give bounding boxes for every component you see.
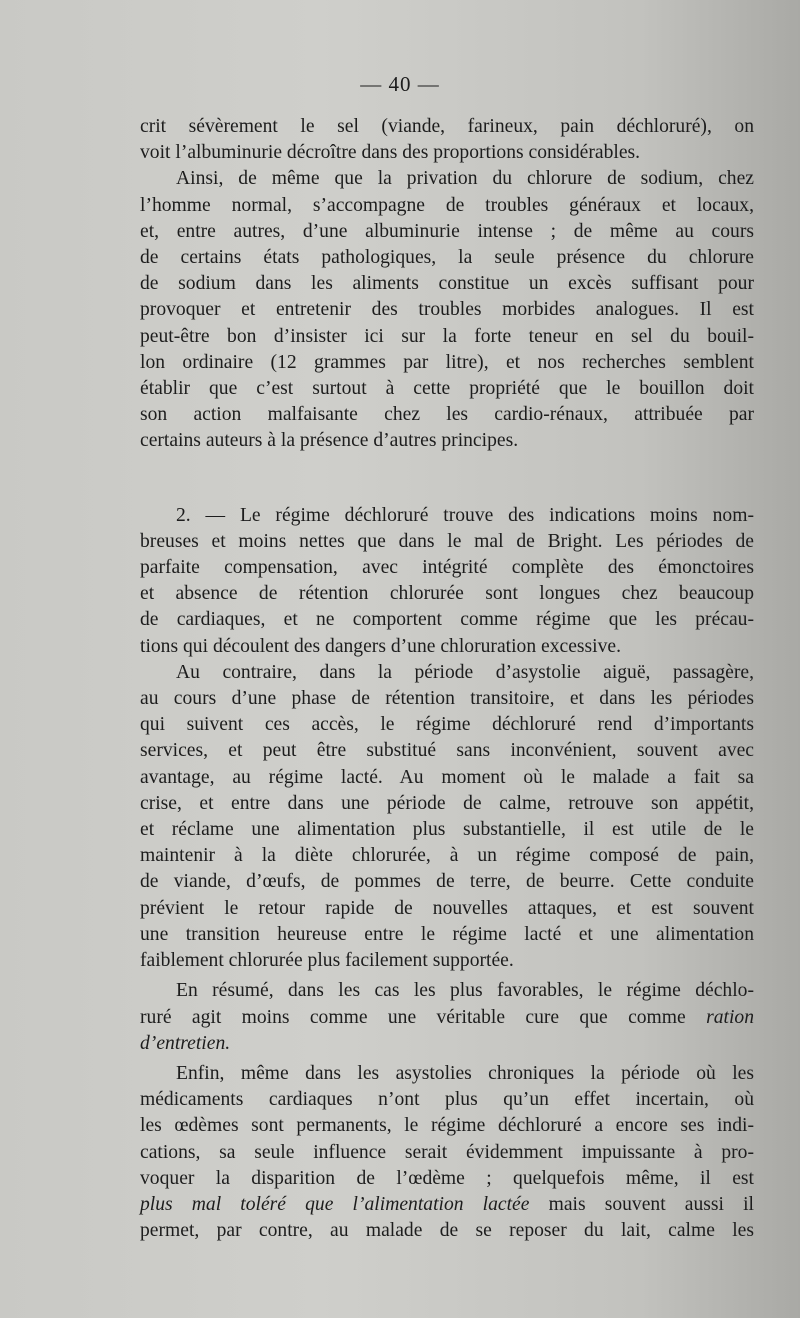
text-line: de certains états pathologiques, la seule présence du chlorure	[140, 247, 754, 269]
text-line: services, et peut être substitué sans inconvénient, souvent avec	[140, 740, 754, 762]
text-line: parfaite compensation, avec intégrité complète des émonctoires	[140, 557, 754, 579]
paragraph	[140, 166, 754, 454]
paragraph	[140, 503, 754, 660]
text-line: voit l’albuminurie décroître dans des proportions considérables.	[140, 142, 641, 164]
body-text	[140, 114, 754, 1244]
text-line: crit sévèrement le sel (viande, farineux, pain déchloruré), on	[140, 116, 754, 137]
text-line: et, entre autres, d’une albuminurie intense ; de même au cours	[140, 220, 754, 242]
text-line: voquer la disparition de l’œdème ; quelquefois même, il est	[140, 1167, 754, 1189]
text-line: qui suivent ces accès, le régime déchloruré rend d’importants	[140, 714, 754, 736]
text-line: En résumé, dans les cas les plus favorables, le régime déchlo-	[176, 980, 754, 1002]
paragraph	[140, 114, 754, 166]
text-line: tions qui découlent des dangers d’une chloruration excessive.	[140, 635, 621, 657]
text-line: Ainsi, de même que la privation du chlorure de sodium, chez	[176, 168, 754, 190]
text-line: crise, et entre dans une période de calme, retrouve son appétit,	[140, 792, 754, 814]
paragraph	[140, 1061, 754, 1244]
italic-text: plus mal toléré que l’alimentation lactée	[140, 1193, 530, 1215]
page-number: — 40 —	[360, 72, 440, 96]
text-line: permet, par contre, au malade de se reposer du lait, calme les	[140, 1220, 754, 1242]
text-run: mais souvent aussi il	[548, 1193, 754, 1215]
text-line: Au contraire, dans la période d’asystolie aiguë, passagère,	[176, 661, 754, 683]
section-gap	[140, 455, 754, 503]
text-line	[140, 1192, 754, 1218]
text-line: certains auteurs à la présence d’autres principes.	[140, 430, 519, 452]
text-line: et réclame une alimentation plus substantielle, il est utile de le	[140, 819, 754, 841]
text-line: Enfin, même dans les asystolies chroniques la période où les	[176, 1062, 754, 1084]
text-line: lon ordinaire (12 grammes par litre), et nos recherches semblent	[140, 351, 754, 373]
italic-text: ration	[706, 1006, 754, 1028]
text-line: maintenir à la diète chlorurée, à un régime composé de pain,	[140, 845, 754, 867]
text-line	[140, 1005, 754, 1031]
text-line: une transition heureuse entre le régime lacté et une alimentation	[140, 923, 754, 945]
text-line: peut-être bon d’insister ici sur la forte teneur en sel du bouil-	[140, 325, 754, 347]
text-line: son action malfaisante chez les cardio-rénaux, attribuée par	[140, 404, 754, 426]
text-line: de sodium dans les aliments constitue un excès suffisant pour	[140, 273, 754, 295]
text-line: au cours d’une phase de rétention transitoire, et dans les périodes	[140, 688, 754, 710]
text-line: établir que c’est surtout à cette propriété que le bouillon doit	[140, 378, 754, 400]
text-line: 2. — Le régime déchloruré trouve des indications moins nom-	[176, 504, 754, 526]
text-line: médicaments cardiaques n’ont plus qu’un effet incertain, où	[140, 1089, 754, 1111]
text-line: breuses et moins nettes que dans le mal de Bright. Les périodes de	[140, 530, 754, 552]
text-line: les œdèmes sont permanents, le régime déchloruré a encore ses indi-	[140, 1115, 754, 1137]
text-line: l’homme normal, s’accompagne de troubles généraux et locaux,	[140, 194, 754, 216]
text-line: prévient le retour rapide de nouvelles attaques, et est souvent	[140, 897, 754, 919]
text-line: provoquer et entretenir des troubles morbides analogues. Il est	[140, 299, 754, 321]
text-line: avantage, au régime lacté. Au moment où le malade a fait sa	[140, 766, 754, 788]
paragraph	[140, 660, 754, 974]
text-line: de viande, d’œufs, de pommes de terre, de beurre. Cette conduite	[140, 871, 754, 893]
text-line: et absence de rétention chlorurée sont longues chez beaucoup	[140, 583, 754, 605]
text-line: cations, sa seule influence serait évidemment impuissante à pro-	[140, 1141, 754, 1163]
paragraph	[140, 978, 754, 1057]
text-line: de cardiaques, et ne comportent comme régime que les précau-	[140, 609, 754, 631]
text-line: faiblement chlorurée plus facilement supportée.	[140, 950, 514, 972]
italic-text: d’entretien.	[140, 1032, 231, 1054]
text-run: ruré agit moins comme une véritable cure que comme	[140, 1006, 686, 1028]
text-line	[140, 1031, 754, 1057]
